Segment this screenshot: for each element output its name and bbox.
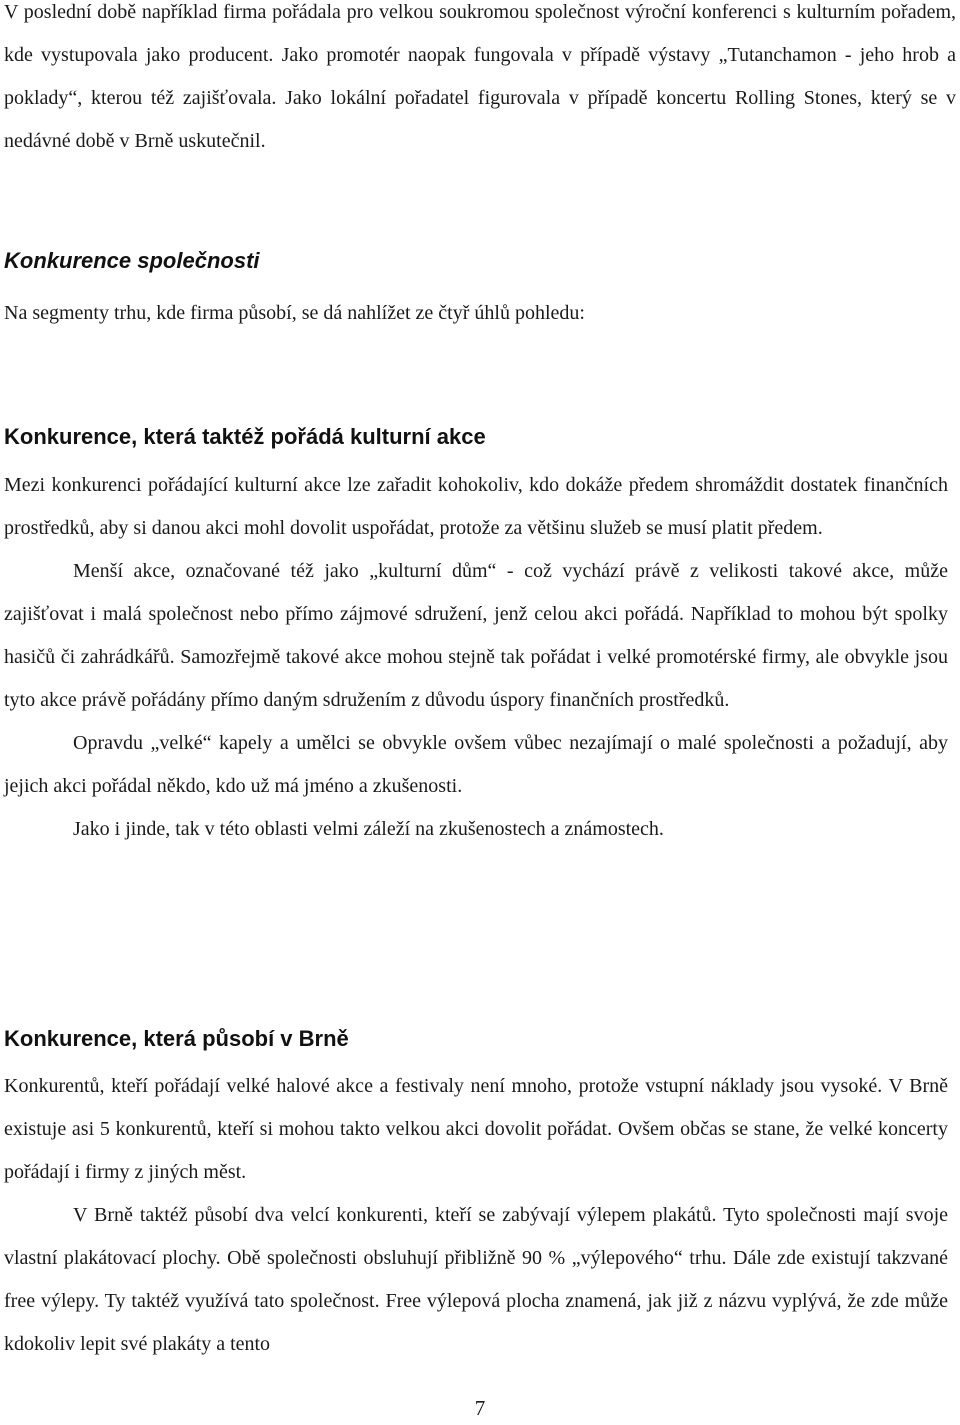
cultural-paragraph-3: Opravdu „velké“ kapely a umělci se obvykle ovšem vůbec nezajímají o malé společnosti a požadují, aby jejich akci pořádal někdo, kdo už má jméno a zkušenosti. (4, 732, 948, 797)
competition-intro: Na segmenty trhu, kde firma působí, se dá nahlížet ze čtyř úhlů pohledu: (4, 302, 585, 324)
heading-brno: Konkurence, která působí v Brně (4, 1026, 349, 1051)
cultural-section-body (0, 464, 952, 851)
cultural-paragraph-1: Mezi konkurenci pořádající kulturní akce lze zařadit kohokoliv, kdo dokáže předem shromáždit dostatek finančních prostředků, aby si danou akci mohl dovolit uspořádat, protože za většinu služeb se musí platit předem. (4, 474, 948, 539)
cultural-paragraph-2: Menší akce, označované též jako „kulturní dům“ - což vychází právě z velikosti takové akce, může zajišťovat i malá společnost nebo přímo zájmové sdružení, jenž celou akci pořádá. Například to mohou být spolky hasičů či zahrádkářů. Samozřejmě takové akce mohou stejně tak pořádat i velké promotérské firmy, ale obvykle jsou tyto akce právě pořádány přímo daným sdružením z důvodu úspory finančních prostředků. (4, 560, 948, 711)
brno-paragraph-1: Konkurentů, kteří pořádají velké halové akce a festivaly není mnoho, protože vstupní náklady jsou vysoké. V Brně existuje asi 5 konkurentů, kteří si mohou takto velkou akci dovolit pořádat. Ovšem občas se stane, že velké koncerty pořádají i firmy z jiných měst. (4, 1075, 948, 1183)
cultural-paragraph-4: Jako i jinde, tak v této oblasti velmi záleží na zkušenostech a známostech. (73, 818, 664, 840)
page-number: 7 (474, 1396, 486, 1420)
brno-paragraph-2: V Brně taktéž působí dva velcí konkurenti, kteří se zabývají výlepem plakátů. Tyto společnosti mají svoje vlastní plakátovací plochy. Obě společnosti obsluhují přibližně 90 % „výlepového“ trhu. Dále zde existují takzvané free výlepy. Ty taktéž využívá tato společnost. Free výlepová plocha znamená, jak již z názvu vyplývá, že zde může kdokoliv lepit své plakáty a tento (4, 1204, 948, 1355)
heading-competition: Konkurence společnosti (4, 248, 260, 273)
intro-paragraph: V poslední době například firma pořádala pro velkou soukromou společnost výroční konferenci s kulturním pořadem, kde vystupovala jako producent. Jako promotér naopak fungovala v případě výstavy „Tutanchamon - jeho hrob a poklady“, kterou též zajišťovala. Jako lokální pořadatel figurovala v případě koncertu Rolling Stones, který se v nedávné době v Brně uskutečnil. (4, 1, 956, 152)
brno-section-body (0, 1065, 952, 1366)
heading-cultural-events: Konkurence, která taktéž pořádá kulturní akce (4, 424, 486, 449)
